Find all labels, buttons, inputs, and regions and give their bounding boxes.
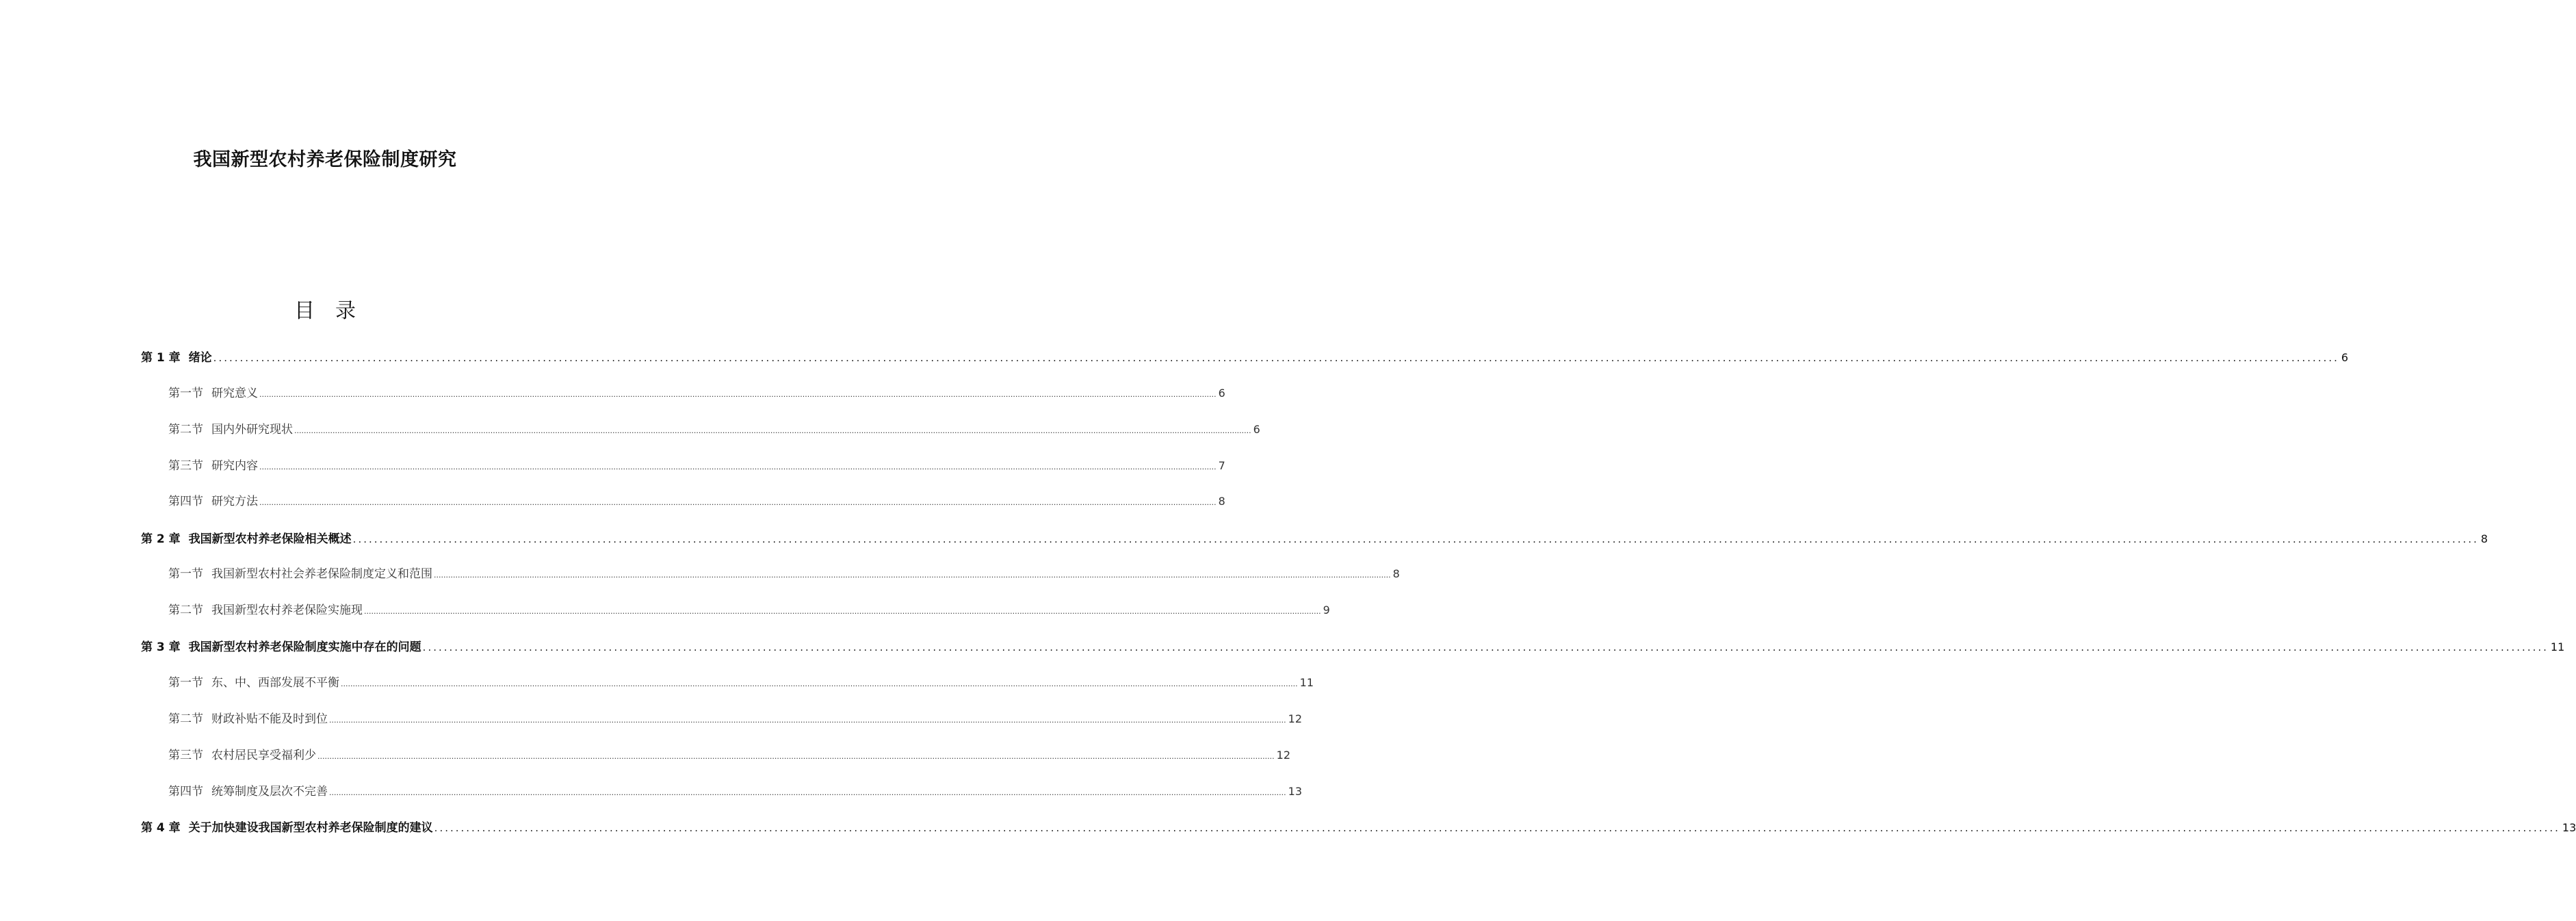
toc-entry-section[interactable] (168, 746, 1290, 765)
toc-entry-number: 第 1 章 (141, 351, 181, 365)
toc-entry-section[interactable] (168, 601, 1330, 620)
toc-entry-chapter[interactable] (141, 530, 2488, 549)
toc-entry-section[interactable] (168, 384, 1225, 403)
toc-entry-label: 农村居民享受福利少 (211, 749, 316, 762)
toc-entry-label: 关于加快建设我国新型农村养老保险制度的建议 (188, 821, 433, 835)
toc-entry-section[interactable] (168, 420, 1260, 439)
toc-entry-section[interactable] (168, 492, 1225, 511)
toc-entry-number: 第四节 (168, 785, 203, 799)
toc-entry-page: 6 (2341, 351, 2349, 364)
toc-entry-number: 第一节 (168, 567, 203, 581)
toc-entry-section[interactable] (168, 782, 1302, 801)
toc-heading-char: 录 (335, 299, 356, 323)
toc-dot-leader: ................................................................................................................................................................................................................................................................................................................................................................................................................ (434, 822, 2560, 834)
toc-entry-number: 第二节 (168, 604, 203, 617)
toc-dot-leader: ................................................................................................................................................................................................................................................................................................................................................................................................................ (329, 716, 1286, 725)
toc-entry-number: 第三节 (168, 459, 203, 473)
toc-entry-section[interactable] (168, 456, 1225, 476)
toc-entry-page: 8 (2480, 532, 2488, 545)
toc-entry-page: 9 (1323, 604, 1330, 617)
toc-dot-leader: ................................................................................................................................................................................................................................................................................................................................................................................................................ (259, 463, 1217, 471)
toc-entry-number: 第一节 (168, 676, 203, 690)
toc-entry-chapter[interactable] (141, 348, 2349, 367)
toc-dot-leader: ................................................................................................................................................................................................................................................................................................................................................................................................................ (422, 641, 2549, 653)
toc-entry-label: 我国新型农村养老保险相关概述 (188, 532, 352, 546)
toc-entry-page: 7 (1218, 459, 1225, 472)
toc-entry-label: 统筹制度及层次不完善 (211, 785, 328, 799)
toc-entry-label: 国内外研究现状 (211, 423, 293, 437)
toc-entry-number: 第 2 章 (141, 532, 181, 546)
toc-dot-leader: ................................................................................................................................................................................................................................................................................................................................................................................................................ (213, 352, 2339, 364)
toc-entry-number: 第 4 章 (141, 821, 181, 835)
toc-entry-section[interactable] (168, 673, 1314, 692)
toc-entry-label: 绪论 (188, 351, 212, 365)
toc-entry-section[interactable] (168, 710, 1302, 729)
toc-entry-page: 11 (1299, 676, 1314, 689)
toc-entry-page: 11 (2550, 640, 2565, 653)
document-title: 我国新型农村养老保险制度研究 (193, 149, 457, 170)
toc-entry-label: 我国新型农村养老保险制度实施中存在的问题 (188, 640, 421, 654)
toc-dot-leader: ................................................................................................................................................................................................................................................................................................................................................................................................................ (259, 498, 1217, 507)
toc-entry-number: 第一节 (168, 387, 203, 400)
toc-dot-leader: ................................................................................................................................................................................................................................................................................................................................................................................................................ (329, 788, 1286, 797)
toc-entry-section[interactable] (168, 565, 1400, 584)
toc-entry-page: 8 (1218, 495, 1225, 508)
toc-entry-page: 6 (1218, 387, 1225, 400)
toc-entry-page: 6 (1253, 423, 1260, 436)
toc-dot-leader: ................................................................................................................................................................................................................................................................................................................................................................................................................ (434, 571, 1391, 580)
toc-entry-number: 第二节 (168, 423, 203, 437)
toc-entry-page: 13 (1288, 785, 1302, 798)
toc-dot-leader: ................................................................................................................................................................................................................................................................................................................................................................................................................ (294, 426, 1251, 435)
toc-entry-label: 研究方法 (211, 495, 258, 508)
toc-entry-page: 12 (1276, 749, 1290, 762)
toc-entry-label: 我国新型农村养老保险实施现 (211, 604, 363, 617)
toc-dot-leader: ................................................................................................................................................................................................................................................................................................................................................................................................................ (352, 533, 2479, 545)
toc-entry-label: 东、中、西部发展不平衡 (211, 676, 339, 690)
toc-entry-chapter[interactable] (141, 818, 2576, 838)
toc-dot-leader: ................................................................................................................................................................................................................................................................................................................................................................................................................ (341, 679, 1298, 688)
toc-entry-label: 财政补贴不能及时到位 (211, 712, 328, 726)
toc-entry-chapter[interactable] (141, 638, 2565, 657)
toc-entry-label: 研究内容 (211, 459, 258, 473)
toc-entry-number: 第四节 (168, 495, 203, 508)
toc-entry-page: 13 (2562, 821, 2576, 834)
toc-entry-label: 研究意义 (211, 387, 258, 400)
toc-entry-page: 12 (1288, 712, 1302, 725)
toc-heading-char: 目 (294, 299, 315, 323)
toc-dot-leader: ................................................................................................................................................................................................................................................................................................................................................................................................................ (259, 390, 1217, 399)
toc-dot-leader: ................................................................................................................................................................................................................................................................................................................................................................................................................ (364, 607, 1321, 616)
toc-dot-leader: ................................................................................................................................................................................................................................................................................................................................................................................................................ (317, 752, 1275, 761)
toc-entry-label: 我国新型农村社会养老保险制度定义和范围 (211, 567, 432, 581)
toc-entry-page: 8 (1392, 567, 1400, 580)
toc-entry-number: 第 3 章 (141, 640, 181, 654)
toc-entry-number: 第三节 (168, 749, 203, 762)
toc-entry-number: 第二节 (168, 712, 203, 726)
